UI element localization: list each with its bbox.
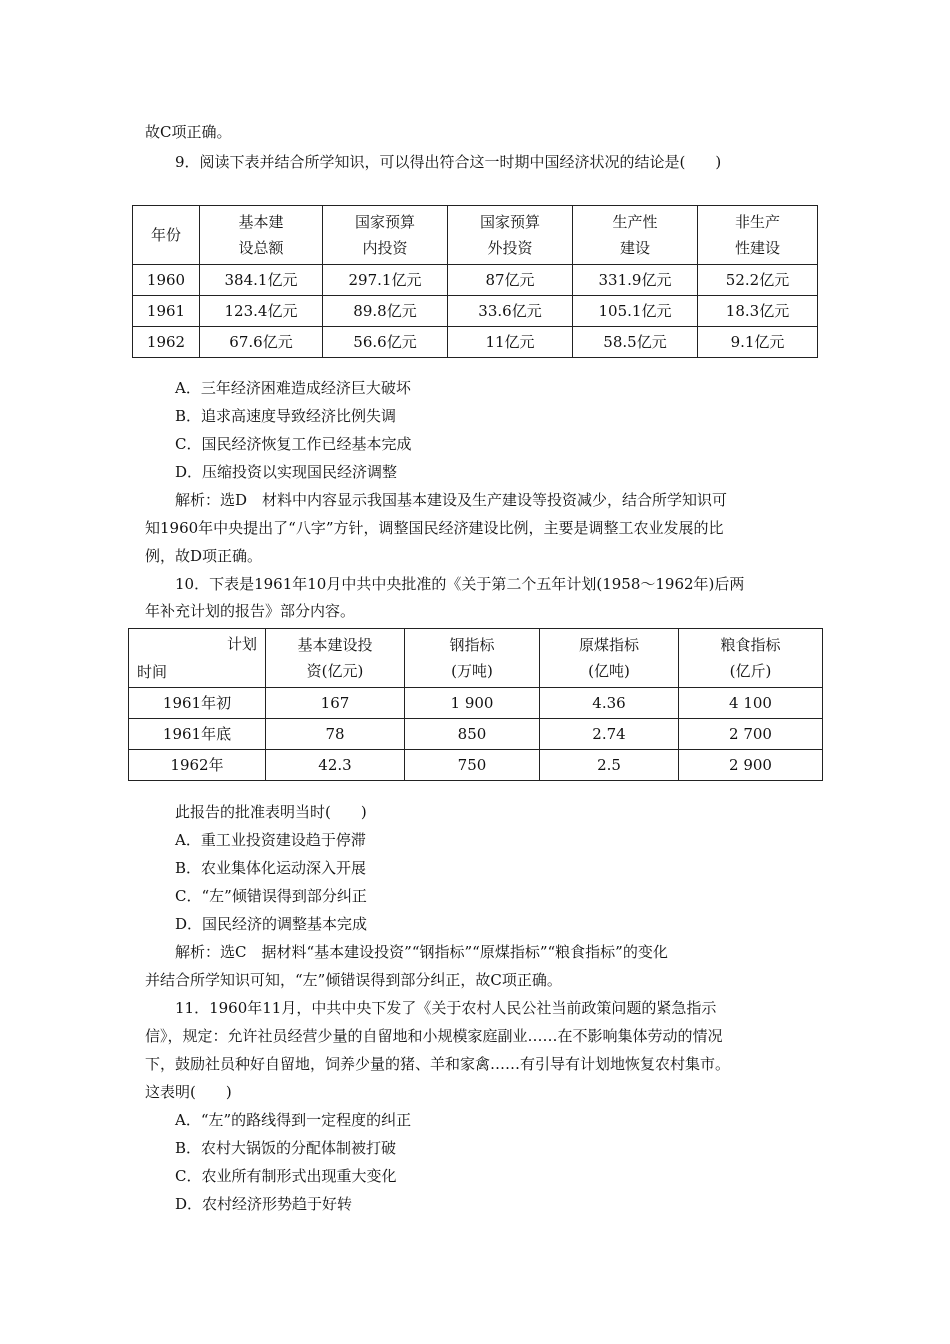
header-cell: 生产性 建设 [573, 206, 698, 265]
analysis: 解析：选C 据材料“基本建设投资”“钢指标”“原煤指标”“粮食指标”的变化 [175, 943, 668, 961]
option: A．“左”的路线得到一定程度的纠正 [175, 1111, 412, 1129]
cell: 87亿元 [448, 265, 573, 296]
cell: 4.36 [540, 688, 679, 719]
header-cell: 非生产 性建设 [698, 206, 818, 265]
question-10: 年补充计划的报告》部分内容。 [145, 602, 356, 620]
table-row [129, 719, 823, 750]
cell: 89.8亿元 [323, 296, 448, 327]
option: C．“左”倾错误得到部分纠正 [175, 887, 367, 905]
cell: 1962年 [129, 750, 266, 781]
option: C．农业所有制形式出现重大变化 [175, 1167, 397, 1185]
header-cell: 基本建设投 资(亿元) [266, 629, 405, 688]
cell: 58.5亿元 [573, 327, 698, 358]
cell: 78 [266, 719, 405, 750]
cell: 9.1亿元 [698, 327, 818, 358]
option: C．国民经济恢复工作已经基本完成 [175, 435, 412, 453]
cell: 297.1亿元 [323, 265, 448, 296]
header-cell: 国家预算 内投资 [323, 206, 448, 265]
cell: 750 [405, 750, 540, 781]
cell: 67.6亿元 [200, 327, 323, 358]
cell: 2 700 [679, 719, 823, 750]
cell: 2.74 [540, 719, 679, 750]
cell: 4 100 [679, 688, 823, 719]
cell: 2 900 [679, 750, 823, 781]
cell: 1960 [133, 265, 200, 296]
option: B．追求高速度导致经济比例失调 [175, 407, 397, 425]
option: D．压缩投资以实现国民经济调整 [175, 463, 398, 481]
table-row [133, 296, 818, 327]
cell: 105.1亿元 [573, 296, 698, 327]
option: D．国民经济的调整基本完成 [175, 915, 368, 933]
cell: 33.6亿元 [448, 296, 573, 327]
header-cell: 粮食指标 (亿斤) [679, 629, 823, 688]
cell: 331.9亿元 [573, 265, 698, 296]
cell: 384.1亿元 [200, 265, 323, 296]
header-cell: 原煤指标 (亿吨) [540, 629, 679, 688]
cell: 1961 [133, 296, 200, 327]
cell: 850 [405, 719, 540, 750]
diagonal-header [129, 629, 266, 688]
text-line: 故C项正确。 [145, 123, 232, 141]
question-11: 信》，规定：允许社员经营少量的自留地和小规模家庭副业……在不影响集体劳动的情况 [145, 1027, 723, 1045]
cell: 1962 [133, 327, 200, 358]
table-row [129, 688, 823, 719]
cell: 42.3 [266, 750, 405, 781]
cell: 1 900 [405, 688, 540, 719]
cell: 18.3亿元 [698, 296, 818, 327]
option: A．三年经济困难造成经济巨大破坏 [175, 379, 411, 397]
cell: 52.2亿元 [698, 265, 818, 296]
analysis: 解析：选D 材料中内容显示我国基本建设及生产建设等投资减少，结合所学知识可 [175, 491, 728, 509]
question-9: 9．阅读下表并结合所学知识，可以得出符合这一时期中国经济状况的结论是( ) [175, 153, 722, 171]
question-10-stem: 此报告的批准表明当时( ) [175, 803, 367, 821]
cell: 1961年底 [129, 719, 266, 750]
analysis: 知1960年中央提出了“八字”方针，调整国民经济建设比例，主要是调整工农业发展的比 [145, 519, 724, 537]
table-plan [128, 628, 823, 781]
option: D．农村经济形势趋于好转 [175, 1195, 353, 1213]
cell: 167 [266, 688, 405, 719]
option: B．农业集体化运动深入开展 [175, 859, 367, 877]
table-row [129, 750, 823, 781]
question-10: 10．下表是1961年10月中共中央批准的《关于第二个五年计划(1958～1962年)后两 [175, 575, 745, 593]
header-cell: 国家预算 外投资 [448, 206, 573, 265]
option: A．重工业投资建设趋于停滞 [175, 831, 366, 849]
header-cell: 基本建 设总额 [200, 206, 323, 265]
header-plan: 计划 [226, 635, 257, 653]
header-cell: 年份 [133, 206, 200, 265]
question-11: 下，鼓励社员种好自留地，饲养少量的猪、羊和家禽……有引导有计划地恢复农村集市。 [145, 1055, 731, 1073]
cell: 11亿元 [448, 327, 573, 358]
question-11: 这表明( ) [145, 1083, 232, 1101]
header-cell: 钢指标 (万吨) [405, 629, 540, 688]
table-row [133, 265, 818, 296]
table-row [133, 327, 818, 358]
question-11: 11．1960年11月，中共中央下发了《关于农村人民公社当前政策问题的紧急指示 [175, 999, 717, 1017]
cell: 1961年初 [129, 688, 266, 719]
analysis: 例，故D项正确。 [145, 547, 263, 565]
header-time: 时间 [137, 663, 168, 681]
analysis: 并结合所学知识可知，“左”倾错误得到部分纠正，故C项正确。 [145, 971, 562, 989]
cell: 123.4亿元 [200, 296, 323, 327]
cell: 2.5 [540, 750, 679, 781]
option: B．农村大锅饭的分配体制被打破 [175, 1139, 397, 1157]
cell: 56.6亿元 [323, 327, 448, 358]
table-investment [132, 205, 818, 358]
